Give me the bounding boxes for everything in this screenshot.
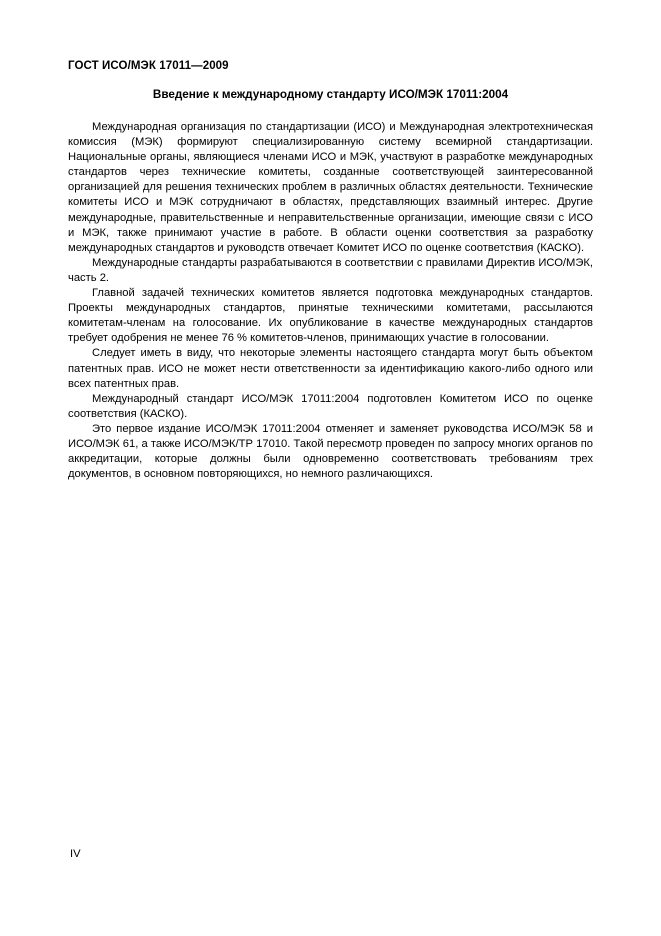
document-body [68, 120, 593, 482]
page-title: Введение к международному стандарту ИСО/МЭК 17011:2004 [152, 88, 509, 101]
paragraph: Это первое издание ИСО/МЭК 17011:2004 отменяет и заменяет руководства ИСО/МЭК 58 и ИСО/МЭК 61, а также ИСО/МЭК/ТР 17010. Такой пересмотр проведен по запросу многих органов по аккредитации, которые должны были одновременно соответствовать требованиям трех документов, в основном повторяющихся, но немного различающихся. [68, 422, 593, 481]
paragraph: Международные стандарты разрабатываются в соответствии с правилами Директив ИСО/МЭК, часть 2. [68, 256, 593, 284]
page-number: IV [70, 848, 81, 860]
document-standard-header: ГОСТ ИСО/МЭК 17011—2009 [68, 60, 229, 72]
paragraph: Главной задачей технических комитетов является подготовка международных стандартов. Проекты международных стандартов, принятые техническими комитетами, рассылаются комитетам-членам на голосование. Их опубликование в качестве международных стандартов требует одобрения не менее 76 % комитетов-членов, принимающих участие в голосовании. [68, 287, 593, 345]
paragraph: Международный стандарт ИСО/МЭК 17011:2004 подготовлен Комитетом ИСО по оценке соответствия (КАСКО). [68, 392, 593, 420]
paragraph: Следует иметь в виду, что некоторые элементы настоящего стандарта могут быть объектом патентных прав. ИСО не может нести ответственности за идентификацию какого-либо одного или всех патентных прав. [68, 347, 593, 390]
paragraph: Международная организация по стандартизации (ИСО) и Международная электротехническая комиссия (МЭК) формируют специализированную систему всемирной стандартизации. Национальные органы, являющиеся членами ИСО и МЭК, участвуют в разработке международных стандартов через технические комитеты, созданные соответствующей заинтересованной организацией для решения технических проблем в различных областях деятельности. Технические комитеты ИСО и МЭК сотрудничают в областях, представляющих взаимный интерес. Другие международные, правительственные и неправительственные организации, имеющие связи с ИСО и МЭК, также принимают участие в работе. В области оценки соответствия за разработку международных стандартов и руководств отвечает Комитет ИСО по оценке соответствия (КАСКО). [68, 121, 593, 254]
